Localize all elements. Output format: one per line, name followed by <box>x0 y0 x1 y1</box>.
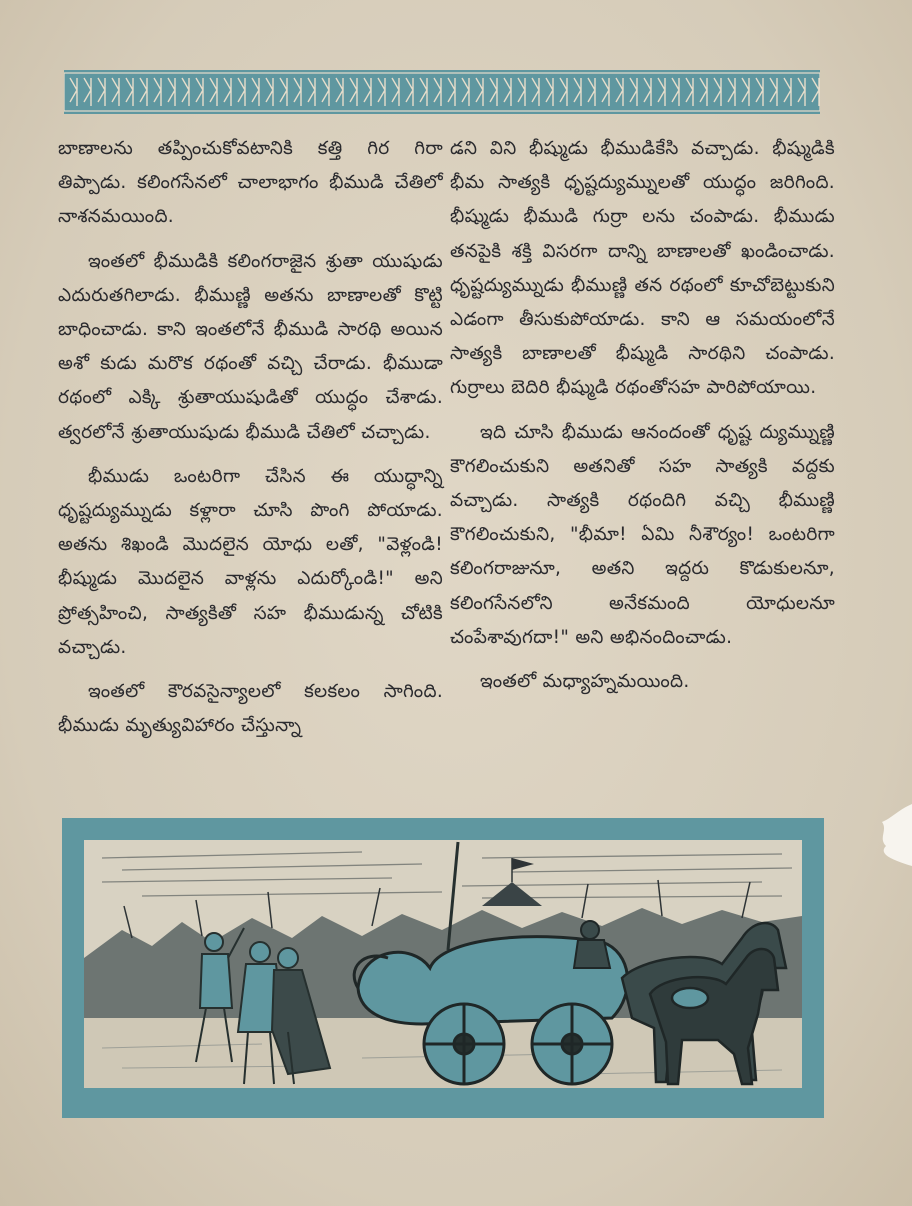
left-text-column <box>58 132 443 753</box>
page-tear-mark <box>868 800 912 870</box>
paragraph: ఇంతలో భీముడికి కలింగరాజైన శ్రుతా యుషుడు ఎదురుతగిలాడు. భీముణ్ణి అతను బాణాలతో కొట్టి బాధించాడు. కాని ఇంతలోనే భీముడి సారథి అయిన అశో కుడు మరొక రథంతో వచ్చి చేరాడు. భీముడా రథంలో ఎక్కి శ్రుతాయుషుడితో యుద్ధం చేశాడు. త్వరలోనే శ్రుతాయుషుడు భీముడి చేతిలో చచ్చాడు. <box>58 250 443 443</box>
paragraph: బాణాలను తప్పించుకోవటానికి కత్తి గిర గిరా తిప్పాడు. కలింగసేనలో చాలాభాగం భీముడి చేతిలో నాశనమయింది. <box>58 138 443 228</box>
right-text-column <box>450 132 835 709</box>
paragraph: ఇంతలో మధ్యాహ్నమయింది. <box>480 671 690 693</box>
paragraph: ఇంతలో కౌరవసైన్యాలలో కలకలం సాగింది. భీముడు మృత్యువిహారం చేస్తున్నా <box>58 681 443 737</box>
battle-illustration <box>62 818 824 1118</box>
paragraph: డని విని భీష్ముడు భీముడికేసి వచ్చాడు. భీష్ముడికి భీమ సాత్యకి ధృష్టద్యుమ్నులతో యుద్ధం జరిగింది. భీష్ముడు భీముడి గుర్రా లను చంపాడు. భీముడు తనపైకి శక్తి విసరగా దాన్ని బాణాలతో ఖండించాడు. ధృష్టద్యుమ్నుడు భీముణ్ణి తన రథంలో కూచోబెట్టుకుని ఎడంగా తీసుకుపోయాడు. కాని ఆ సమయంలోనే సాత్యకి బాణాలతో భీష్ముడి సారథిని చంపాడు. గుర్రాలు బెదిరి భీష్ముడి రథంతోసహ పారిపోయాయి. <box>450 138 835 399</box>
paragraph: భీముడు ఒంటరిగా చేసిన ఈ యుద్ధాన్ని ధృష్టద్యుమ్నుడు కళ్లారా చూసి పొంగి పోయాడు. అతను శిఖండి మొదలైన యోధు లతో, "వెళ్లండి! భీష్ముడు మొదలైన వాళ్లను ఎదుర్కోండి!" అని ప్రోత్సహించి, సాత్యకితో సహ భీముడున్న చోటికి వచ్చాడు. <box>58 465 443 658</box>
decorative-border-band <box>64 70 820 114</box>
paragraph: ఇది చూసి భీముడు ఆనందంతో ధృష్ట ద్యుమ్నుణ్ణి కౌగలించుకుని అతనితో సహ సాత్యకి వద్దకు వచ్చాడు. సాత్యకి రథందిగి వచ్చి భీముణ్ణి కౌగలించుకుని, "భీమా! ఏమి నీశౌర్యం! ఒంటరిగా కలింగరాజునూ, అతని ఇద్దరు కొడుకులనూ, కలింగసేనలోని అనేకమంది యోధులనూ చంపేశావుగదా!" అని అభినందించాడు. <box>450 421 835 648</box>
